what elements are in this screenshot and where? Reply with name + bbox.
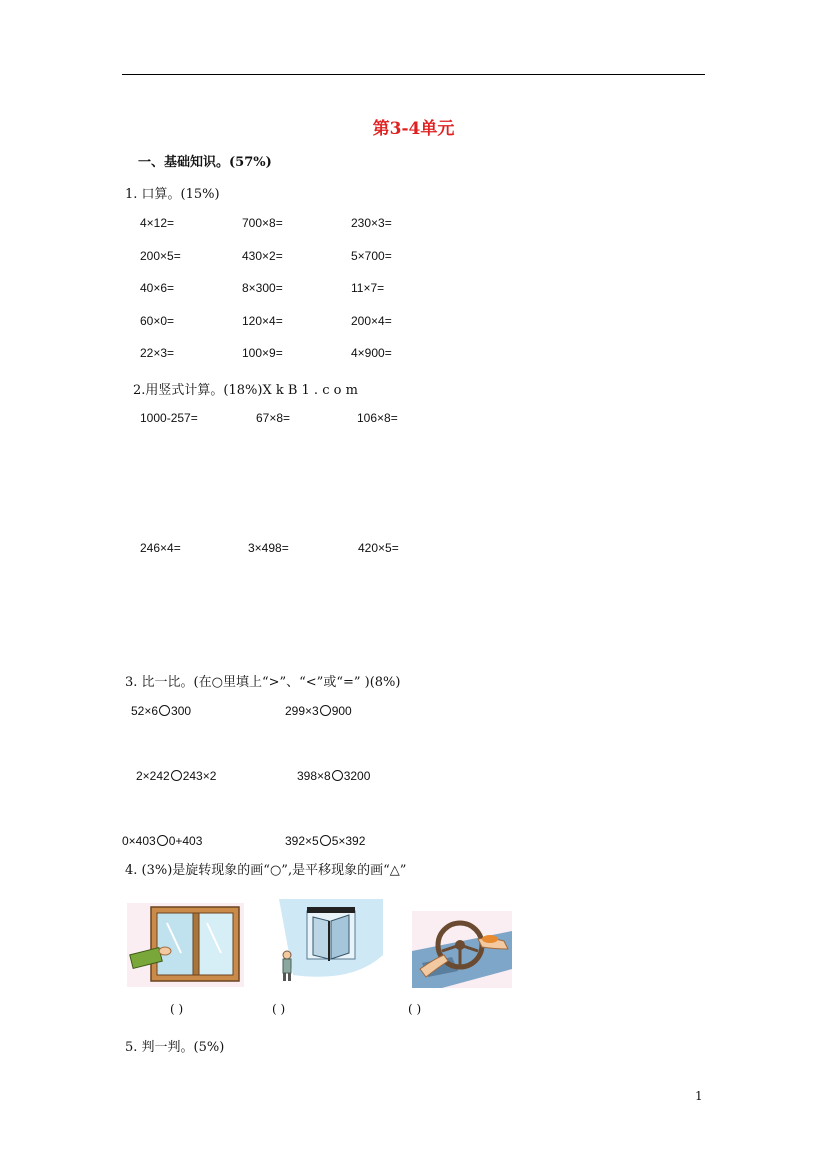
q1-cell: 200×4= [351,314,392,328]
q1-cell: 700×8= [242,216,283,230]
compare-circle-blank[interactable] [332,770,343,781]
q1-cell: 120×4= [242,314,283,328]
q3-label: 3. 比一比。(在○里填上“>”、“<”或“=” )(8%) [125,675,401,690]
compare-circle-blank[interactable] [159,705,170,716]
q5-label: 5. 判一判。(5%) [125,1040,225,1055]
answer-blank[interactable]: ( ) [272,1002,286,1016]
q3-compare [285,704,352,718]
q2-problem: 3×498= [248,541,289,555]
compare-circle-blank[interactable] [171,770,182,781]
answer-blank[interactable]: ( ) [408,1002,422,1016]
q1-cell: 430×2= [242,249,283,263]
q3-right: 243×2 [182,769,217,783]
q1-cell: 230×3= [351,216,392,230]
q3-left: 52×6 [131,704,159,718]
page-title: 第3-4单元 [372,119,455,139]
q3-left: 2×242 [136,769,170,783]
q2-problem: 420×5= [358,541,399,555]
compare-circle-blank[interactable] [157,835,168,846]
q3-right: 300 [171,704,192,718]
q3-compare [122,834,202,848]
q3-left: 0×403 [122,834,156,848]
section-heading: 一、基础知识。(57%) [138,155,272,170]
compare-circle-blank[interactable] [320,705,331,716]
q3-compare [285,834,365,848]
q2-problem: 246×4= [140,541,181,555]
steering-wheel-icon [412,911,512,988]
q3-compare [136,769,216,783]
q2-problem: 1000-257= [140,411,198,425]
q3-right: 0+403 [168,834,203,848]
q1-cell: 100×9= [242,346,283,360]
q3-right: 3200 [343,769,371,783]
header-rule [122,74,705,75]
q3-left: 398×8 [297,769,331,783]
page-number: 1 [695,1089,703,1103]
sliding-window-icon [127,903,244,987]
compare-circle-blank[interactable] [320,835,331,846]
revolving-door-icon [273,895,386,986]
q1-cell: 22×3= [140,346,175,360]
q1-cell: 60×0= [140,314,175,328]
q1-cell: 4×12= [140,216,175,230]
q1-label: 1. 口算。(15%) [125,187,220,202]
q3-right: 900 [331,704,352,718]
q2-label: 2.用竖式计算。(18%)X k B 1 . c o m [133,383,358,398]
q3-left: 299×3 [285,704,319,718]
q1-cell: 5×700= [351,249,392,263]
q2-problem: 106×8= [357,411,398,425]
q1-cell: 8×300= [242,281,283,295]
answer-blank[interactable]: ( ) [170,1002,184,1016]
q4-label: 4. (3%)是旋转现象的画“○”,是平移现象的画“△” [125,863,407,878]
q1-cell: 4×900= [351,346,392,360]
q3-compare [131,704,191,718]
q3-compare [297,769,370,783]
q3-left: 392×5 [285,834,319,848]
q2-problem: 67×8= [256,411,291,425]
q3-right: 5×392 [331,834,366,848]
q1-cell: 11×7= [351,281,385,295]
q1-cell: 40×6= [140,281,175,295]
q1-cell: 200×5= [140,249,181,263]
